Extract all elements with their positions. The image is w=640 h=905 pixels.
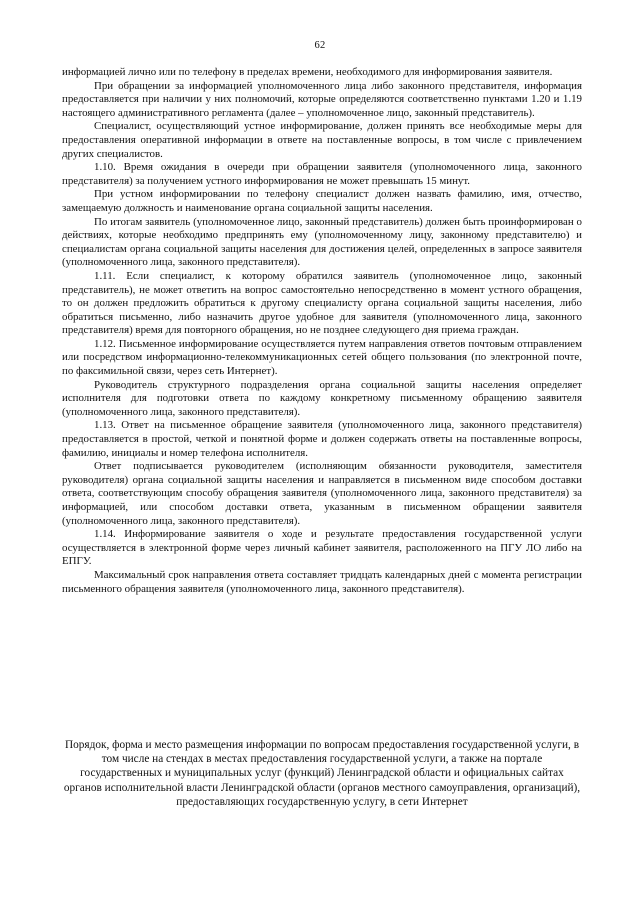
paragraph-phone-informing: При устном информировании по телефону специалист должен назвать фамилию, имя, отчество, замещаемую должность и наименование органа социальной защиты населения.	[62, 188, 582, 214]
paragraph-1-12-written-informing: 1.12. Письменное информирование осуществляется путем направления ответов почтовым отправлением или посредством информационно-телекоммуникационных сетей общего пользования (по электронной почте, по факсимильной связи, через сеть Интернет).	[62, 337, 582, 378]
paragraph-1-11-redirect: 1.11. Если специалист, к которому обратился заявитель (уполномоченное лицо, законный представитель), не может ответить на вопрос самостоятельно непосредственно в момент устного обращения, то он должен предложить обратиться к другому специалисту органа социальной защиты населения, либо обратиться письменно, либо назначить другое удобное для заявителя (уполномоченного лица, законного представителя) время для повторного обращения, но не позднее следующего дня приема граждан.	[62, 269, 582, 337]
paragraph-1-14-electronic-informing: 1.14. Информирование заявителя о ходе и результате предоставления государственной услуги осуществляется в электронной форме через личный кабинет заявителя, расположенного на ПГУ ЛО либо на ЕПГУ.	[62, 528, 582, 568]
paragraph-maximum-response-time: Максимальный срок направления ответа составляет тридцать календарных дней с момента регистрации письменного обращения заявителя (уполномоченного лица, законного представителя).	[62, 568, 582, 595]
paragraph-answer-signature: Ответ подписывается руководителем (исполняющим обязанности руководителя, заместителя руководителя) органа социальной защиты населения и направляется в письменном виде способом доставки ответа, соответствующим способу обращения заявителя (уполномоченного лица, законного представителя) за информацией, или способом доставки ответа, указанным в письменном обращении заявителя (уполномоченного лица, законного представителя).	[62, 460, 582, 527]
section-heading	[60, 738, 584, 809]
paragraph-informing-results: По итогам заявитель (уполномоченное лицо, законный представитель) должен быть проинформирован о действиях, которые необходимо предпринять ему (уполномоченному лицу, законному представителю) и специалистам органа социальной защиты населения для достижения целей, определенных в запросе заявителя (уполномоченного лица, законного представителя).	[62, 215, 582, 269]
paragraph-continuation: информацией лично или по телефону в пределах времени, необходимого для информирования заявителя.	[62, 66, 553, 78]
paragraph-1-10-waiting-time: 1.10. Время ожидания в очереди при обращении заявителя (уполномоченного лица, законного представителя) за получением устного информирования не может превышать 15 минут.	[62, 161, 582, 187]
paragraph-1-13-written-answer: 1.13. Ответ на письменное обращение заявителя (уполномоченного лица, законного представителя) предоставляется в простой, четкой и понятной форме и должен содержать ответы на поставленные вопросы, фамилию, инициалы и номер телефона исполнителя.	[62, 419, 582, 459]
paragraph-specialist-measures: Специалист, осуществляющий устное информирование, должен принять все необходимые меры для предоставления оперативной информации в ответе на поставленные вопросы, в том числе с привлечением других специалистов.	[62, 120, 582, 160]
paragraph-authorized-representative: При обращении за информацией уполномоченного лица либо законного представителя, информация предоставляется при наличии у них полномочий, которые определяются соответственно пунктами 1.20 и 1.19 настоящего административного регламента (далее – уполномоченное лицо, законный представитель).	[62, 79, 582, 119]
page-number: 62	[314, 40, 326, 51]
paragraph-head-assigns-executor: Руководитель структурного подразделения органа социальной защиты населения определяет исполнителя для подготовки ответа по каждому конкретному письменному обращению заявителя (уполномоченного лица, законного представителя).	[62, 378, 582, 418]
body-text	[62, 66, 582, 596]
section-heading-text: Порядок, форма и место размещения информации по вопросам предоставления государственной услуги, в том числе на стендах в местах предоставления государственной услуги, а также на портале государственных и муниципальных услуг (функций) Ленинградской области и официальных сайтах органов исполнительной власти Ленинградской области (органов местного самоуправления, организаций), предоставляющих государственную услугу, в сети Интернет	[63, 739, 581, 808]
